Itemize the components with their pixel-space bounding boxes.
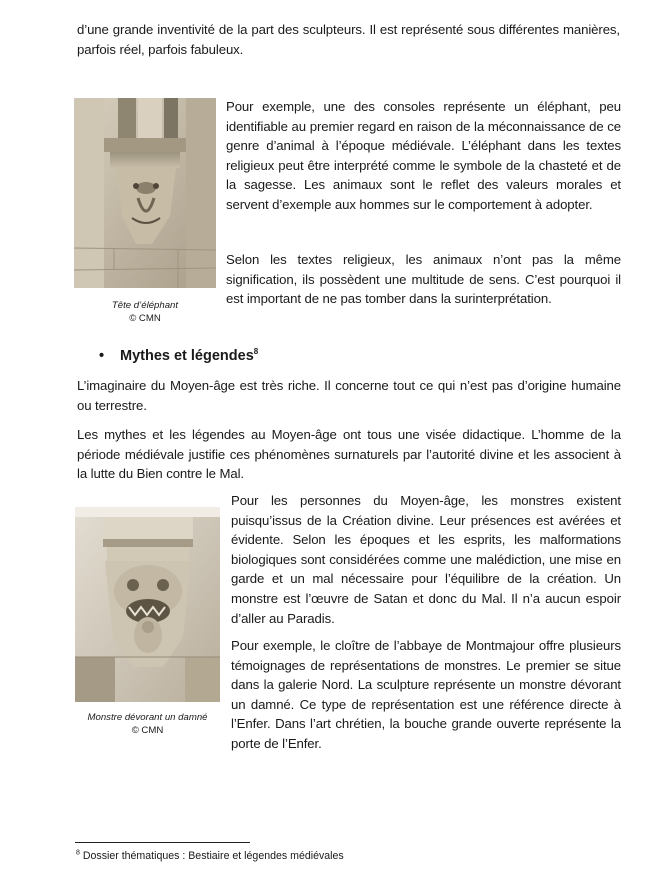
- monster-paragraph-2: Pour exemple, le cloître de l’abbaye de Montmajour offre plusieurs témoignages de représentations de monstres. Le premier se situe dans la galerie Nord. La sculpture représente un monstre dévorant un damné. Ce type de représentation est une référence directe à l’Enfer. Dans l’art chrétien, la bouche grande ouverte représente la porte de l’Enfer.: [231, 638, 621, 751]
- monster-photo-credit: © CMN: [131, 725, 164, 736]
- elephant-paragraph-1: Pour exemple, une des consoles représente un éléphant, peu identifiable au premier regard en raison de la méconnaissance de ce genre d’animal à l’époque médiévale. L’éléphant dans les textes religieux peut être interprété comme le symbole de la chasteté et de la sagesse. Les animaux sont le reflet des valeurs morales et servent d’exemple aux hommes sur le comportement à adopter.: [226, 99, 621, 212]
- intro-paragraph: d’une grande inventivité de la part des sculpteurs. Il est représenté sous différentes manières, parfois réel, parfois fabuleux.: [77, 22, 620, 57]
- elephant-photo-caption: [74, 299, 216, 325]
- elephant-console-photo: [74, 98, 216, 288]
- monster-caption-text: Monstre dévorant un damné: [87, 712, 208, 723]
- elephant-paragraph-2: Selon les textes religieux, les animaux n’ont pas la même signification, ils possèdent une multitude de sens. C’est pourquoi il est important de ne pas tomber dans la surinterprétation.: [226, 252, 621, 307]
- elephant-photo-credit: © CMN: [129, 313, 161, 324]
- footnote-reference: 8: [253, 347, 259, 357]
- bullet-marker: •: [99, 348, 105, 364]
- footnote: [76, 849, 344, 863]
- myths-paragraph-2: Les mythes et les légendes au Moyen-âge ont tous une visée didactique. L’homme de la période médiévale justifie ces phénomènes surnaturels par l’autorité divine et les associent à la lutte du Bien contre le Mal.: [77, 427, 621, 482]
- myths-paragraph-1: L’imaginaire du Moyen-âge est très riche. Il concerne tout ce qui n’est pas d’origine humaine ou terrestre.: [77, 378, 621, 413]
- section-title: Mythes et légendes: [120, 348, 254, 364]
- monster-photo-caption: [70, 711, 225, 737]
- footnote-number: 8: [76, 849, 80, 857]
- elephant-caption-text: Tête d’éléphant: [111, 300, 179, 311]
- footnote-text: Dossier thématiques : Bestiaire et légendes médiévales: [79, 850, 344, 862]
- monster-paragraph-1: Pour les personnes du Moyen-âge, les monstres existent puisqu’issus de la Création divine. Leur présences est avérées et évidente. Selon les époques et les esprits, les malformations biologiques sont considérées comme une malédiction, une mise en garde et un mal nécessaire pour l’équilibre de la création. Un monstre est l’œuvre de Satan et donc du Mal. Il n’a aucun espoir d’aller au Paradis.: [231, 493, 621, 626]
- footnote-separator: [75, 842, 250, 843]
- monster-console-photo: [75, 507, 220, 702]
